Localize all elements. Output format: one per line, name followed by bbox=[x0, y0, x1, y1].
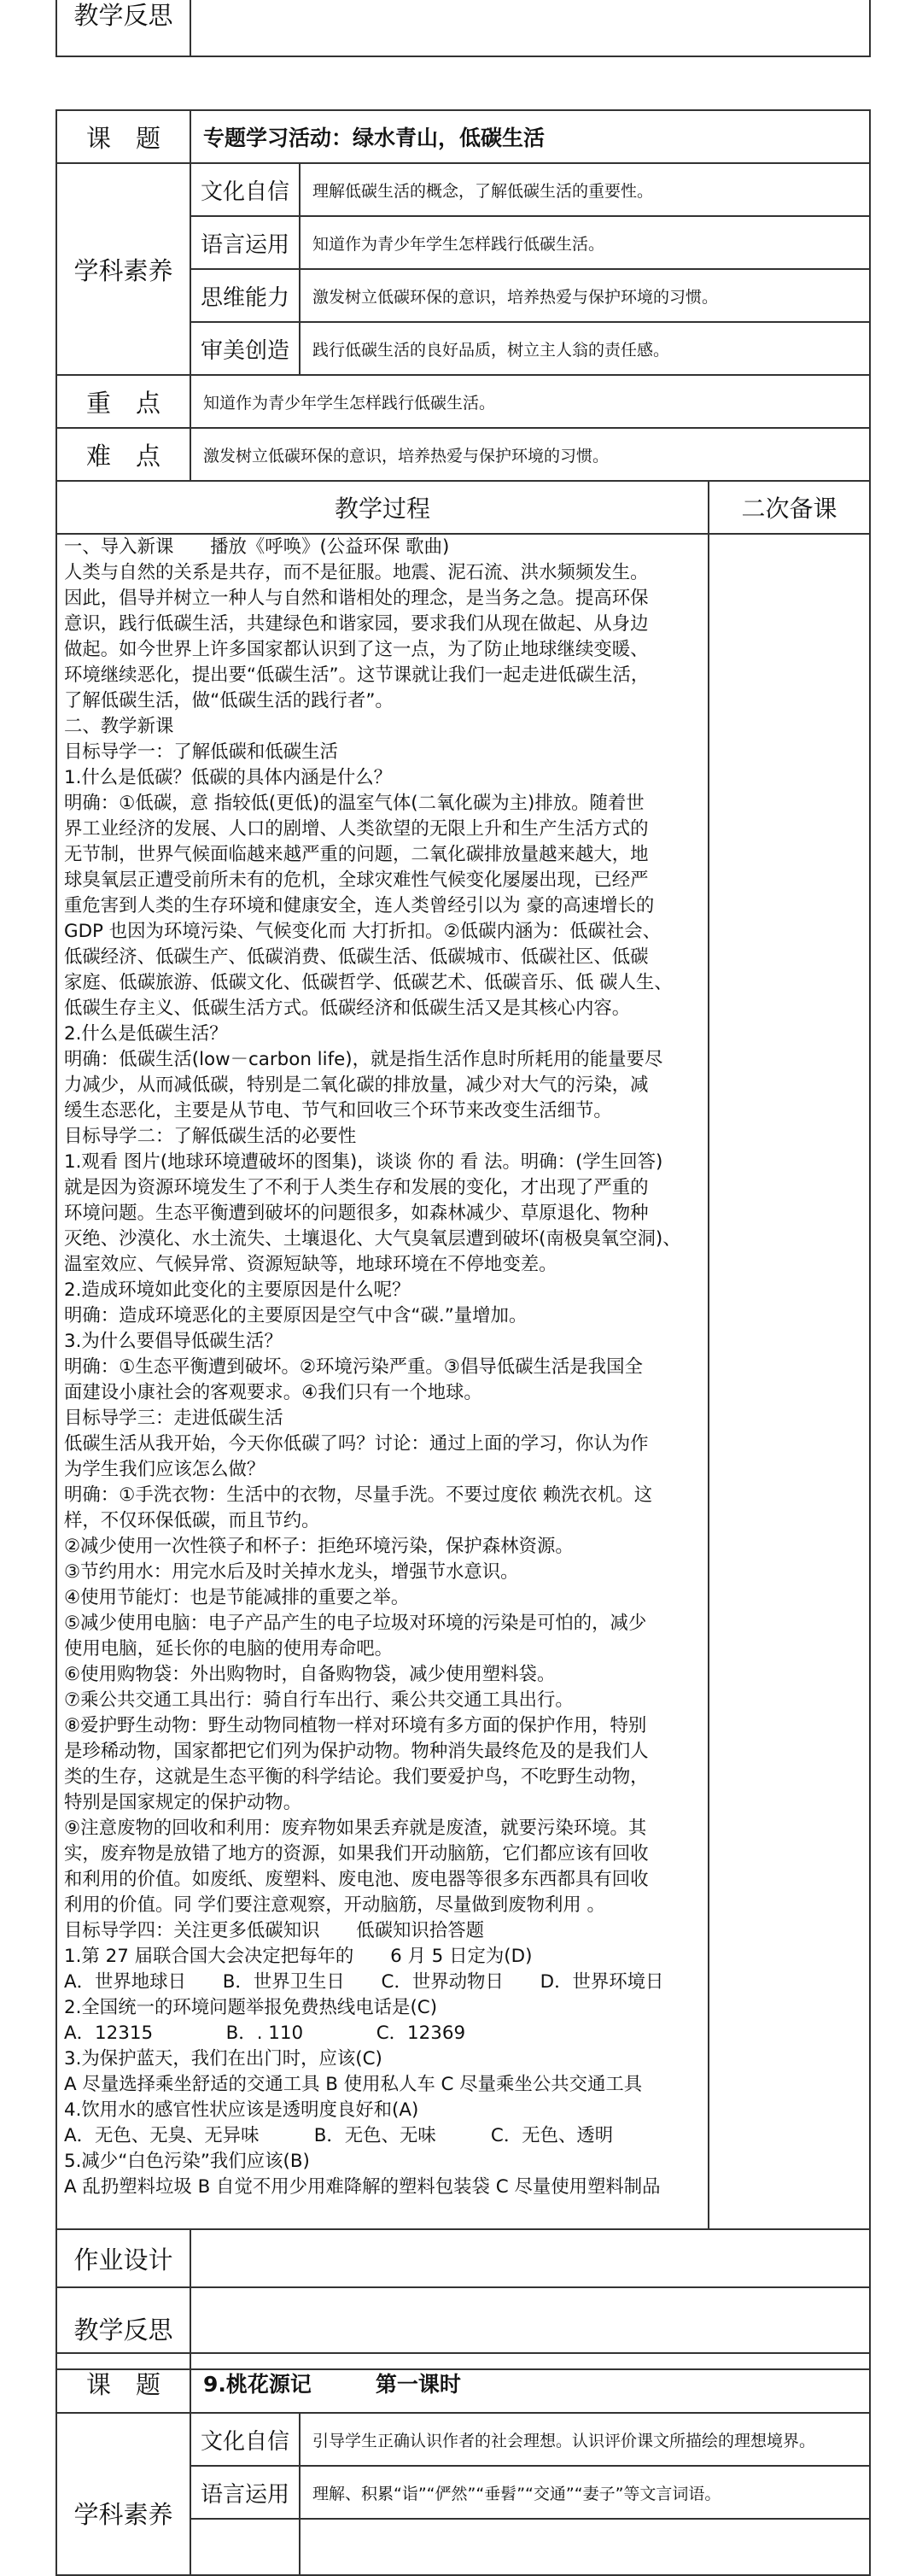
literacy-desc: 知道作为青少年学生怎样践行低碳生活。 bbox=[300, 216, 870, 269]
process-line: ⑨注意废物的回收和利用：废弃物如果丢弃就是废渣，就要污染环境。其 bbox=[64, 1818, 647, 1839]
literacy-name bbox=[190, 2519, 300, 2575]
topic-label: 课 题 bbox=[56, 110, 190, 163]
difficulty-text: 激发树立低碳环保的意识，培养热爱与保护环境的习惯。 bbox=[190, 428, 870, 481]
difficulty-label: 难 点 bbox=[56, 428, 190, 481]
topic-title: 9.桃花源记 第一课时 bbox=[190, 2353, 870, 2413]
literacy-name: 语言运用 bbox=[190, 216, 300, 269]
process-line: 2.什么是低碳生活？ bbox=[64, 1023, 228, 1045]
literacy-name: 思维能力 bbox=[190, 269, 300, 322]
process-line: 明确：①手洗衣物：生活中的衣物，尽量手洗。不要过度依 赖洗衣机。这 bbox=[64, 1484, 653, 1506]
process-line: 实，废弃物是放错了地方的资源，如果我们开动脑筋，它们都应该有回收 bbox=[64, 1843, 649, 1865]
process-line: 无节制，世界气候面临越来越严重的问题，二氧化碳排放量越来越大，地 bbox=[64, 844, 649, 865]
second-prep-header: 二次备课 bbox=[709, 481, 870, 534]
process-line: 目标导学四：关注更多低碳知识 低碳知识拾答题 bbox=[64, 1920, 484, 1941]
process-line: 就是因为资源环境发生了不利于人类生存和发展的变化，才出现了严重的 bbox=[64, 1177, 649, 1198]
reflection-content bbox=[190, 0, 870, 56]
literacy-desc: 引导学生正确认识作者的社会理想。认识评价课文所描绘的理想境界。 bbox=[300, 2413, 870, 2466]
reflection-label: 教学反思 bbox=[56, 2287, 190, 2369]
process-line: 特别是国家规定的保护动物。 bbox=[64, 1792, 302, 1813]
process-line: ②减少使用一次性筷子和杯子：拒绝环境污染，保护森林资源。 bbox=[64, 1536, 574, 1557]
process-line: ④使用节能灯：也是节能减排的重要之举。 bbox=[64, 1587, 410, 1608]
process-line: 是珍稀动物，国家都把它们列为保护动物。物种消失最终危及的是我们人 bbox=[64, 1741, 649, 1762]
topic-label: 课 题 bbox=[56, 2353, 190, 2413]
process-line: 二、教学新课 bbox=[64, 716, 174, 737]
literacy-desc: 激发树立低碳环保的意识，培养热爱与保护环境的习惯。 bbox=[300, 269, 870, 322]
process-line: 4.饮用水的感官性状应该是透明度良好和(A) bbox=[64, 2099, 419, 2121]
literacy-name: 语言运用 bbox=[190, 2466, 300, 2519]
process-lines bbox=[64, 535, 704, 2200]
process-line: 一、导入新课 播放《呼唤》(公益环保 歌曲) bbox=[64, 536, 450, 558]
process-line: 目标导学一：了解低碳和低碳生活 bbox=[64, 741, 338, 763]
literacy-desc: 践行低碳生活的良好品质，树立主人翁的责任感。 bbox=[300, 322, 870, 375]
literacy-label: 学科素养 bbox=[56, 2413, 190, 2575]
process-line: 为学生我们应该怎么做？ bbox=[64, 1459, 266, 1480]
reflection-label: 教学反思 bbox=[56, 0, 190, 56]
process-line: 1.观看 图片(地球环境遭破坏的图集)，谈谈 你的 看 法。明确：(学生回答) bbox=[64, 1151, 663, 1173]
process-line: 利用的价值。同 学们要注意观察，开动脑筋，尽量做到废物利用 。 bbox=[64, 1894, 605, 1916]
process-line: 球臭氧层正遭受前所未有的危机，全球灾难性气候变化屡屡出现，已经严 bbox=[64, 869, 649, 891]
process-line: 低碳生存主义、低碳生活方式。低碳经济和低碳生活又是其核心内容。 bbox=[64, 998, 631, 1019]
process-line: 使用电脑，延长你的电脑的使用寿命吧。 bbox=[64, 1638, 394, 1660]
process-line: 面建设小康社会的客观要求。④我们只有一个地球。 bbox=[64, 1382, 482, 1403]
process-line: A 乱扔塑料垃圾 B 自觉不用少用难降解的塑料包装袋 C 尽量使用塑料制品 bbox=[64, 2176, 661, 2198]
process-line: ⑤减少使用电脑：电子产品产生的电子垃圾对环境的污染是可怕的，减少 bbox=[64, 1613, 647, 1634]
process-line: 缓生态恶化，主要是从节电、节气和回收三个环节来改变生活细节。 bbox=[64, 1100, 612, 1121]
lesson-plan-table-2 bbox=[55, 2352, 871, 2576]
process-line: 目标导学三：走进低碳生活 bbox=[64, 1408, 283, 1429]
process-line: 3.为保护蓝天，我们在出门时，应该(C) bbox=[64, 2048, 382, 2070]
homework-label: 作业设计 bbox=[56, 2229, 190, 2287]
process-line: 重危害到人类的生存环境和健康安全，连人类曾经引以为 豪的高速增长的 bbox=[64, 895, 655, 916]
process-line: ⑦乘公共交通工具出行：骑自行车出行、乘公共交通工具出行。 bbox=[64, 1689, 574, 1711]
literacy-desc: 理解低碳生活的概念，了解低碳生活的重要性。 bbox=[300, 163, 870, 216]
process-line: 明确：造成环境恶化的主要原因是空气中含“碳.”量增加。 bbox=[64, 1305, 528, 1326]
literacy-name: 文化自信 bbox=[190, 163, 300, 216]
process-line: 环境继续恶化，提出要“低碳生活”。这节课就让我们一起走进低碳生活， bbox=[64, 664, 650, 686]
process-line: 温室效应、气候异常、资源短缺等，地球环境在不停地变差。 bbox=[64, 1254, 557, 1275]
process-line: A．世界地球日 B．世界卫生日 C．世界动物日 D．世界环境日 bbox=[64, 1971, 664, 1993]
key-point-label: 重 点 bbox=[56, 375, 190, 428]
process-line: 家庭、低碳旅游、低碳文化、低碳哲学、低碳艺术、低碳音乐、低 碳人生、 bbox=[64, 972, 673, 993]
process-line: ⑥使用购物袋：外出购物时，自备购物袋，减少使用塑料袋。 bbox=[64, 1664, 556, 1685]
process-body bbox=[56, 534, 709, 2229]
process-line: 目标导学二：了解低碳生活的必要性 bbox=[64, 1126, 357, 1147]
process-line: 和利用的价值。如废纸、废塑料、废电池、废电器等很多东西都具有回收 bbox=[64, 1869, 649, 1890]
process-line: 界工业经济的发展、人口的剧增、人类欲望的无限上升和生产生活方式的 bbox=[64, 818, 649, 840]
process-line: 明确：低碳生活(low－carbon life)，就是指生活作息时所耗用的能量要尽 bbox=[64, 1049, 663, 1070]
process-line: 因此，倡导并树立一种人与自然和谐相处的理念，是当务之急。提高环保 bbox=[64, 588, 649, 609]
process-line: 3.为什么要倡导低碳生活？ bbox=[64, 1331, 283, 1352]
process-line: 明确：①低碳，意 指较低(更低)的温室气体(二氧化碳为主)排放。随着世 bbox=[64, 793, 645, 814]
process-line: 样，不仅环保低碳，而且节约。 bbox=[64, 1510, 320, 1531]
literacy-name: 审美创造 bbox=[190, 322, 300, 375]
process-line: ③节约用水：用完水后及时关掉水龙头，增强节水意识。 bbox=[64, 1561, 519, 1583]
process-line: 2.造成环境如此变化的主要原因是什么呢？ bbox=[64, 1279, 411, 1301]
process-line: 意识，践行低碳生活，共建绿色和谐家园，要求我们从现在做起、从身边 bbox=[64, 613, 649, 635]
process-line: 环境问题。生态平衡遭到破坏的问题很多，如森林减少、草原退化、物种 bbox=[64, 1203, 649, 1224]
process-line: 做起。如今世界上许多国家都认识到了这一点，为了防止地球继续变暖、 bbox=[64, 639, 649, 660]
process-line: 低碳经济、低碳生产、低碳消费、低碳生活、低碳城市、低碳社区、低碳 bbox=[64, 946, 649, 968]
topic-title: 专题学习活动：绿水青山，低碳生活 bbox=[190, 110, 870, 163]
lesson-plan-table bbox=[55, 109, 871, 2370]
literacy-label: 学科素养 bbox=[56, 163, 190, 375]
process-line: 明确：①生态平衡遭到破坏。②环境污染严重。③倡导低碳生活是我国全 bbox=[64, 1356, 643, 1378]
literacy-name: 文化自信 bbox=[190, 2413, 300, 2466]
process-line: 1.第 27 届联合国大会决定把每年的 6 月 5 日定为(D) bbox=[64, 1946, 533, 1967]
process-line: 了解低碳生活，做“低碳生活的践行者”。 bbox=[64, 690, 394, 711]
process-line: ⑧爱护野生动物：野生动物同植物一样对环境有多方面的保护作用，特别 bbox=[64, 1715, 647, 1736]
process-line: GDP 也因为环境污染、气候变化而 大打折扣。②低碳内涵为：低碳社会、 bbox=[64, 921, 662, 942]
process-line: 1.什么是低碳？低碳的具体内涵是什么？ bbox=[64, 767, 393, 788]
process-header: 教学过程 bbox=[56, 481, 709, 534]
process-line: 5.减少“白色污染”我们应该(B) bbox=[64, 2151, 310, 2172]
top-reflection-table bbox=[55, 0, 871, 57]
process-line: A．无色、无臭、无异味 B．无色、无味 C．无色、透明 bbox=[64, 2125, 614, 2146]
process-line: 灭绝、沙漠化、水土流失、土壤退化、大气臭氧层遭到破坏(南极臭氧空洞)、 bbox=[64, 1228, 681, 1250]
process-line: 类的生存，这就是生态平衡的科学结论。我们要爱护鸟，不吃野生动物， bbox=[64, 1766, 649, 1788]
process-line: A．12315 B．. 110 C．12369 bbox=[64, 2023, 466, 2044]
literacy-desc bbox=[300, 2519, 870, 2575]
process-line: 人类与自然的关系是共存，而不是征服。地震、泥石流、洪水频频发生。 bbox=[64, 562, 649, 583]
second-prep-body bbox=[709, 534, 870, 2229]
key-point-text: 知道作为青少年学生怎样践行低碳生活。 bbox=[190, 375, 870, 428]
process-line: 2.全国统一的环境问题举报免费热线电话是(C) bbox=[64, 1997, 438, 2018]
literacy-desc: 理解、积累“诣”“俨然”“垂髫”“交通”“妻子”等文言词语。 bbox=[300, 2466, 870, 2519]
homework-content bbox=[190, 2229, 870, 2287]
process-line: 力减少，从而减低碳，特别是二氧化碳的排放量，减少对大气的污染，减 bbox=[64, 1074, 649, 1096]
process-line: A 尽量选择乘坐舒适的交通工具 B 使用私人车 C 尽量乘坐公共交通工具 bbox=[64, 2074, 643, 2095]
process-line: 低碳生活从我开始，今天你低碳了吗？讨论：通过上面的学习，你认为作 bbox=[64, 1433, 649, 1455]
